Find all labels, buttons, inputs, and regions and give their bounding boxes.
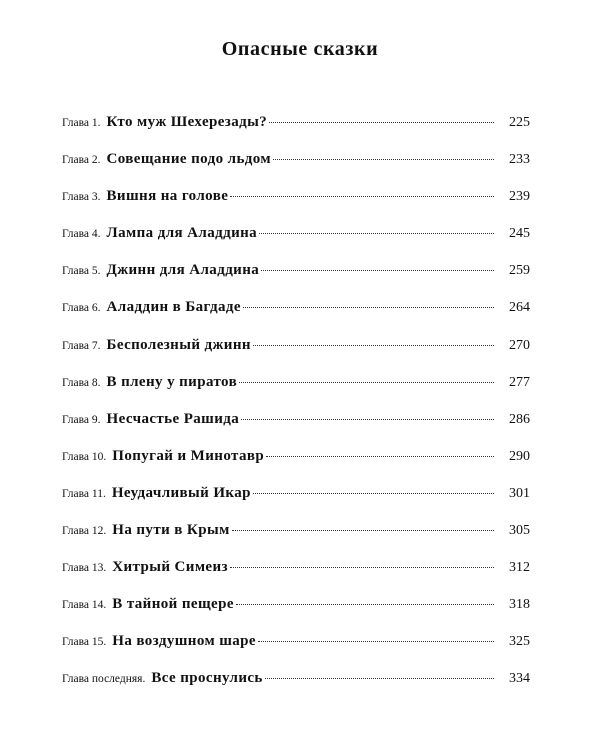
dot-leader — [239, 382, 494, 383]
chapter-number: Глава 12. — [62, 525, 107, 538]
chapter-number: Глава 4. — [62, 228, 101, 241]
toc-row — [62, 448, 530, 485]
chapter-number: Глава 15. — [62, 636, 107, 649]
chapter-number: Глава 2. — [62, 154, 101, 167]
toc-row — [62, 225, 530, 262]
page-title: Опасные сказки — [221, 38, 379, 60]
dot-leader — [243, 307, 494, 308]
chapter-title: Совещание подо льдом — [106, 151, 272, 168]
page-number: 225 — [509, 115, 530, 130]
toc-row — [62, 374, 530, 411]
chapter-title: В тайной пещере — [112, 596, 234, 613]
toc-row — [62, 633, 530, 670]
page-number: 318 — [509, 597, 530, 613]
chapter-title: Все проснулись — [151, 670, 263, 687]
dot-leader — [269, 122, 494, 123]
dot-leader — [230, 567, 494, 568]
dot-leader — [241, 419, 494, 420]
dot-leader — [253, 345, 494, 346]
chapter-number: Глава 3. — [62, 191, 101, 204]
toc-row — [62, 670, 530, 707]
chapter-title: В плену у пиратов — [106, 373, 238, 390]
toc-row — [62, 559, 530, 596]
page-number: 301 — [509, 485, 530, 501]
page-number: 290 — [509, 448, 530, 464]
page-number: 334 — [509, 671, 530, 687]
dot-leader — [273, 159, 494, 160]
chapter-number: Глава 14. — [62, 599, 107, 612]
chapter-title: Лампа для Аладдина — [106, 225, 258, 242]
toc-row — [62, 188, 530, 225]
chapter-number: Глава последняя. — [62, 673, 146, 686]
table-of-contents — [62, 114, 530, 708]
page-number: 270 — [509, 337, 530, 353]
dot-leader — [253, 493, 494, 494]
toc-row — [62, 151, 530, 188]
chapter-title: Хитрый Симеиз — [112, 559, 228, 576]
dot-leader — [230, 196, 494, 197]
chapter-title: Несчастье Рашида — [106, 410, 240, 427]
page-number: 305 — [509, 523, 530, 539]
chapter-title: Неудачливый Икар — [111, 484, 251, 501]
page-number: 245 — [509, 226, 530, 242]
page-number: 277 — [509, 374, 530, 390]
dot-leader — [259, 233, 494, 234]
chapter-title: Вишня на голове — [106, 188, 229, 205]
toc-row — [62, 485, 530, 522]
page-number: 233 — [509, 152, 530, 168]
page-number: 264 — [509, 300, 530, 316]
page-number: 286 — [509, 411, 530, 427]
toc-row — [62, 522, 530, 559]
page-number: 312 — [509, 560, 530, 576]
chapter-number: Глава 11. — [62, 487, 106, 500]
toc-row — [62, 337, 530, 374]
dot-leader — [265, 678, 494, 679]
dot-leader — [232, 530, 494, 531]
dot-leader — [258, 641, 494, 642]
dot-leader — [266, 456, 494, 457]
chapter-number: Глава 5. — [62, 265, 101, 278]
chapter-title: Джинн для Аладдина — [106, 262, 260, 279]
chapter-title: На воздушном шаре — [112, 633, 256, 650]
chapter-number: Глава 10. — [62, 450, 107, 463]
toc-row — [62, 262, 530, 299]
dot-leader — [261, 270, 494, 271]
chapter-title: На пути в Крым — [112, 522, 230, 539]
chapter-number: Глава 9. — [62, 413, 101, 426]
chapter-title: Попугай и Минотавр — [112, 447, 265, 464]
chapter-number: Глава 1. — [62, 117, 101, 129]
chapter-title: Бесполезный джинн — [106, 336, 251, 353]
chapter-number: Глава 13. — [62, 562, 107, 575]
chapter-number: Глава 8. — [62, 376, 101, 389]
toc-row — [62, 596, 530, 633]
dot-leader — [236, 604, 494, 605]
chapter-title: Кто муж Шехерезады? — [106, 114, 268, 130]
toc-row — [62, 114, 530, 151]
chapter-title: Аладдин в Багдаде — [106, 299, 241, 316]
page-number: 239 — [509, 189, 530, 205]
page-number: 325 — [509, 634, 530, 650]
chapter-number: Глава 7. — [62, 339, 101, 352]
page-number: 259 — [509, 263, 530, 279]
chapter-number: Глава 6. — [62, 302, 101, 315]
toc-row — [62, 411, 530, 448]
toc-row — [62, 299, 530, 336]
